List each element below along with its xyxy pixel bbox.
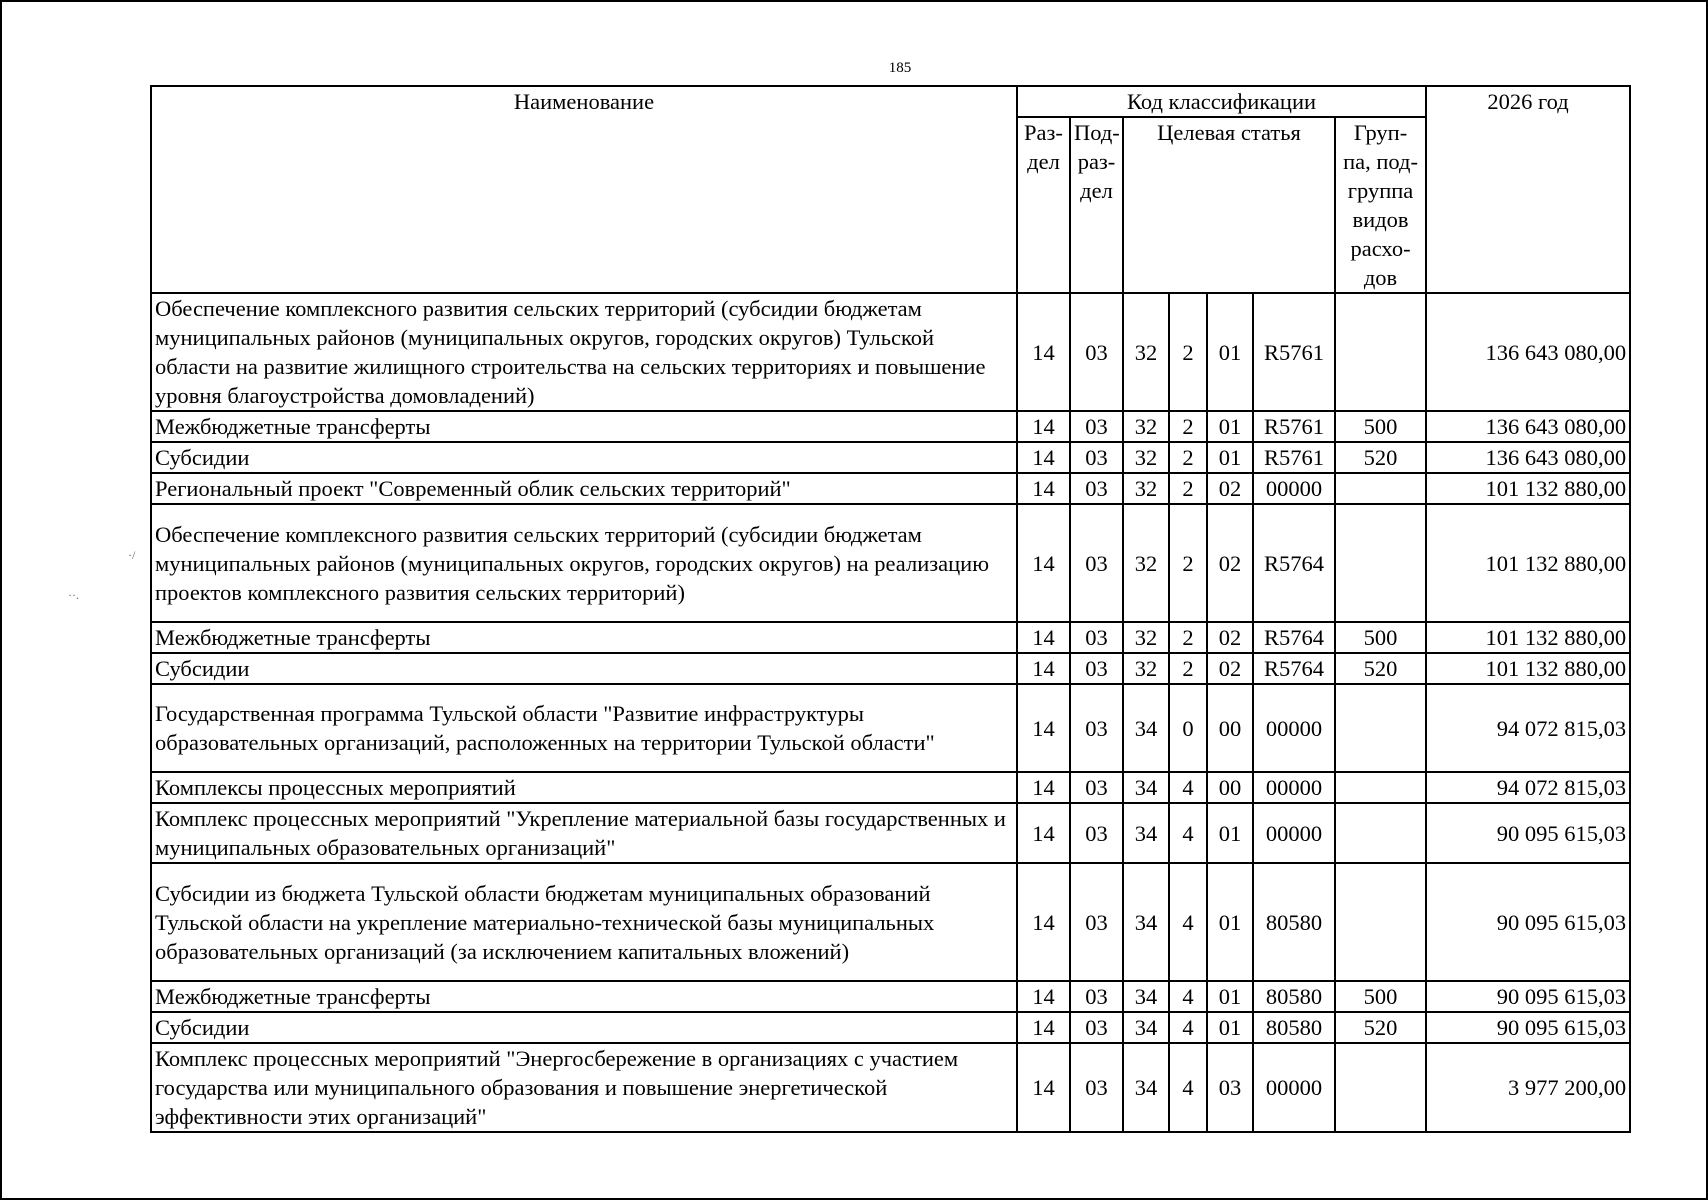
row-razdel: 14 — [1017, 803, 1070, 863]
row-razdel: 14 — [1017, 622, 1070, 653]
row-podrazdel: 03 — [1070, 653, 1123, 684]
row-target-subprogram: 2 — [1169, 504, 1207, 622]
row-podrazdel: 03 — [1070, 803, 1123, 863]
row-expense-group: 520 — [1335, 442, 1426, 473]
row-expense-group — [1335, 803, 1426, 863]
row-target-event: 01 — [1207, 803, 1253, 863]
table-row — [151, 473, 1630, 504]
row-amount-2026: 101 132 880,00 — [1426, 622, 1630, 653]
row-target-direction: 00000 — [1253, 684, 1335, 772]
table-row — [151, 684, 1630, 772]
row-target-direction: 00000 — [1253, 473, 1335, 504]
row-expense-group: 500 — [1335, 622, 1426, 653]
row-target-subprogram: 4 — [1169, 1043, 1207, 1132]
row-razdel: 14 — [1017, 504, 1070, 622]
row-target-program: 34 — [1123, 1012, 1169, 1043]
table-row — [151, 1043, 1630, 1132]
row-expense-group — [1335, 1043, 1426, 1132]
row-target-event: 01 — [1207, 981, 1253, 1012]
row-razdel: 14 — [1017, 684, 1070, 772]
row-target-event: 03 — [1207, 1043, 1253, 1132]
row-target-subprogram: 4 — [1169, 981, 1207, 1012]
page-number: 185 — [888, 60, 912, 76]
row-target-subprogram: 4 — [1169, 772, 1207, 803]
row-amount-2026: 101 132 880,00 — [1426, 504, 1630, 622]
row-expense-group: 520 — [1335, 1012, 1426, 1043]
row-expense-group — [1335, 772, 1426, 803]
row-expense-group — [1335, 473, 1426, 504]
row-razdel: 14 — [1017, 442, 1070, 473]
row-razdel: 14 — [1017, 293, 1070, 411]
row-target-direction: 80580 — [1253, 981, 1335, 1012]
row-target-program: 34 — [1123, 981, 1169, 1012]
row-target-subprogram: 4 — [1169, 803, 1207, 863]
row-target-subprogram: 2 — [1169, 622, 1207, 653]
row-razdel: 14 — [1017, 653, 1070, 684]
row-target-event: 02 — [1207, 653, 1253, 684]
row-name: Межбюджетные трансферты — [151, 981, 1017, 1012]
row-razdel: 14 — [1017, 981, 1070, 1012]
row-podrazdel: 03 — [1070, 981, 1123, 1012]
row-target-program: 32 — [1123, 622, 1169, 653]
row-target-subprogram: 2 — [1169, 442, 1207, 473]
row-name: Государственная программа Тульской области "Развитие инфраструктуры образовательных организаций, расположенных на территории Тульской области" — [151, 684, 1017, 772]
row-target-direction: 00000 — [1253, 803, 1335, 863]
row-expense-group — [1335, 293, 1426, 411]
header-podrazdel: Под- раз- дел — [1070, 117, 1123, 293]
row-target-direction: 00000 — [1253, 772, 1335, 803]
row-expense-group — [1335, 684, 1426, 772]
row-razdel: 14 — [1017, 473, 1070, 504]
header-razdel: Раз- дел — [1017, 117, 1070, 293]
row-amount-2026: 90 095 615,03 — [1426, 1012, 1630, 1043]
row-amount-2026: 101 132 880,00 — [1426, 473, 1630, 504]
row-name: Комплекс процессных мероприятий "Энергосбережение в организациях с участием государства или муниципального образования и повышение энергетической эффективности этих организаций" — [151, 1043, 1017, 1132]
row-podrazdel: 03 — [1070, 293, 1123, 411]
row-target-subprogram: 2 — [1169, 293, 1207, 411]
row-target-subprogram: 4 — [1169, 1012, 1207, 1043]
row-target-direction: R5761 — [1253, 411, 1335, 442]
row-target-program: 34 — [1123, 1043, 1169, 1132]
row-expense-group — [1335, 504, 1426, 622]
row-target-direction: R5764 — [1253, 622, 1335, 653]
row-target-program: 32 — [1123, 653, 1169, 684]
table-row — [151, 772, 1630, 803]
row-target-direction: 00000 — [1253, 1043, 1335, 1132]
row-razdel: 14 — [1017, 772, 1070, 803]
row-target-direction: 80580 — [1253, 863, 1335, 981]
table-row — [151, 293, 1630, 411]
row-amount-2026: 90 095 615,03 — [1426, 981, 1630, 1012]
row-podrazdel: 03 — [1070, 772, 1123, 803]
row-target-program: 34 — [1123, 772, 1169, 803]
row-target-event: 01 — [1207, 411, 1253, 442]
row-target-direction: R5761 — [1253, 442, 1335, 473]
row-podrazdel: 03 — [1070, 504, 1123, 622]
row-name: Межбюджетные трансферты — [151, 411, 1017, 442]
table-row — [151, 863, 1630, 981]
header-year-2026: 2026 год — [1426, 86, 1630, 293]
row-target-event: 01 — [1207, 1012, 1253, 1043]
row-name: Субсидии — [151, 653, 1017, 684]
row-name: Комплекс процессных мероприятий "Укрепление материальной базы государственных и муниципальных образовательных организаций" — [151, 803, 1017, 863]
header-classification-code: Код классификации — [1017, 86, 1426, 117]
row-razdel: 14 — [1017, 1043, 1070, 1132]
row-podrazdel: 03 — [1070, 411, 1123, 442]
row-razdel: 14 — [1017, 1012, 1070, 1043]
row-name: Субсидии из бюджета Тульской области бюджетам муниципальных образований Тульской области на укрепление материально-технической базы муниципальных образовательных организаций (за исключением капитальных вложений) — [151, 863, 1017, 981]
row-amount-2026: 136 643 080,00 — [1426, 293, 1630, 411]
row-name: Обеспечение комплексного развития сельских территорий (субсидии бюджетам муниципальных районов (муниципальных округов, городских округов) Тульской области на развитие жилищного строительства на сельских территориях и повышение уровня благоустройства домовладений) — [151, 293, 1017, 411]
row-target-program: 32 — [1123, 442, 1169, 473]
table-row — [151, 653, 1630, 684]
row-amount-2026: 94 072 815,03 — [1426, 772, 1630, 803]
row-target-direction: R5764 — [1253, 504, 1335, 622]
row-amount-2026: 136 643 080,00 — [1426, 442, 1630, 473]
row-target-program: 34 — [1123, 684, 1169, 772]
row-expense-group: 520 — [1335, 653, 1426, 684]
header-name: Наименование — [151, 86, 1017, 293]
table-row — [151, 1012, 1630, 1043]
row-target-direction: 80580 — [1253, 1012, 1335, 1043]
row-target-program: 34 — [1123, 803, 1169, 863]
row-target-event: 02 — [1207, 473, 1253, 504]
row-name: Субсидии — [151, 1012, 1017, 1043]
row-target-direction: R5764 — [1253, 653, 1335, 684]
row-amount-2026: 136 643 080,00 — [1426, 411, 1630, 442]
row-podrazdel: 03 — [1070, 442, 1123, 473]
row-target-subprogram: 2 — [1169, 653, 1207, 684]
table-row — [151, 411, 1630, 442]
table-row — [151, 981, 1630, 1012]
row-target-program: 32 — [1123, 411, 1169, 442]
row-target-event: 02 — [1207, 504, 1253, 622]
row-target-program: 32 — [1123, 473, 1169, 504]
row-name: Комплексы процессных мероприятий — [151, 772, 1017, 803]
row-target-event: 00 — [1207, 772, 1253, 803]
header-expense-group: Груп- па, под- группа видов расхо- дов — [1335, 117, 1426, 293]
row-amount-2026: 3 977 200,00 — [1426, 1043, 1630, 1132]
row-target-subprogram: 2 — [1169, 411, 1207, 442]
row-podrazdel: 03 — [1070, 473, 1123, 504]
table-row — [151, 803, 1630, 863]
row-target-event: 01 — [1207, 442, 1253, 473]
scan-artifact: ··. — [68, 588, 79, 602]
row-target-event: 02 — [1207, 622, 1253, 653]
row-podrazdel: 03 — [1070, 1043, 1123, 1132]
row-amount-2026: 101 132 880,00 — [1426, 653, 1630, 684]
row-target-program: 32 — [1123, 504, 1169, 622]
row-target-subprogram: 0 — [1169, 684, 1207, 772]
row-target-program: 32 — [1123, 293, 1169, 411]
row-target-event: 01 — [1207, 293, 1253, 411]
row-amount-2026: 90 095 615,03 — [1426, 803, 1630, 863]
row-razdel: 14 — [1017, 863, 1070, 981]
scan-artifact: ·/ — [128, 548, 136, 562]
row-podrazdel: 03 — [1070, 1012, 1123, 1043]
row-target-subprogram: 4 — [1169, 863, 1207, 981]
row-name: Межбюджетные трансферты — [151, 622, 1017, 653]
row-amount-2026: 90 095 615,03 — [1426, 863, 1630, 981]
row-expense-group: 500 — [1335, 411, 1426, 442]
table-row — [151, 504, 1630, 622]
row-podrazdel: 03 — [1070, 684, 1123, 772]
row-name: Региональный проект "Современный облик сельских территорий" — [151, 473, 1017, 504]
row-podrazdel: 03 — [1070, 863, 1123, 981]
row-target-program: 34 — [1123, 863, 1169, 981]
row-target-subprogram: 2 — [1169, 473, 1207, 504]
budget-table — [150, 85, 1631, 1133]
row-expense-group — [1335, 863, 1426, 981]
row-podrazdel: 03 — [1070, 622, 1123, 653]
table-row — [151, 622, 1630, 653]
row-razdel: 14 — [1017, 411, 1070, 442]
row-name: Обеспечение комплексного развития сельских территорий (субсидии бюджетам муниципальных районов (муниципальных округов, городских округов) на реализацию проектов комплексного развития сельских территорий) — [151, 504, 1017, 622]
header-target-article: Целевая статья — [1123, 117, 1335, 293]
row-name: Субсидии — [151, 442, 1017, 473]
row-target-event: 00 — [1207, 684, 1253, 772]
row-target-direction: R5761 — [1253, 293, 1335, 411]
row-expense-group: 500 — [1335, 981, 1426, 1012]
row-amount-2026: 94 072 815,03 — [1426, 684, 1630, 772]
row-target-event: 01 — [1207, 863, 1253, 981]
table-row — [151, 442, 1630, 473]
